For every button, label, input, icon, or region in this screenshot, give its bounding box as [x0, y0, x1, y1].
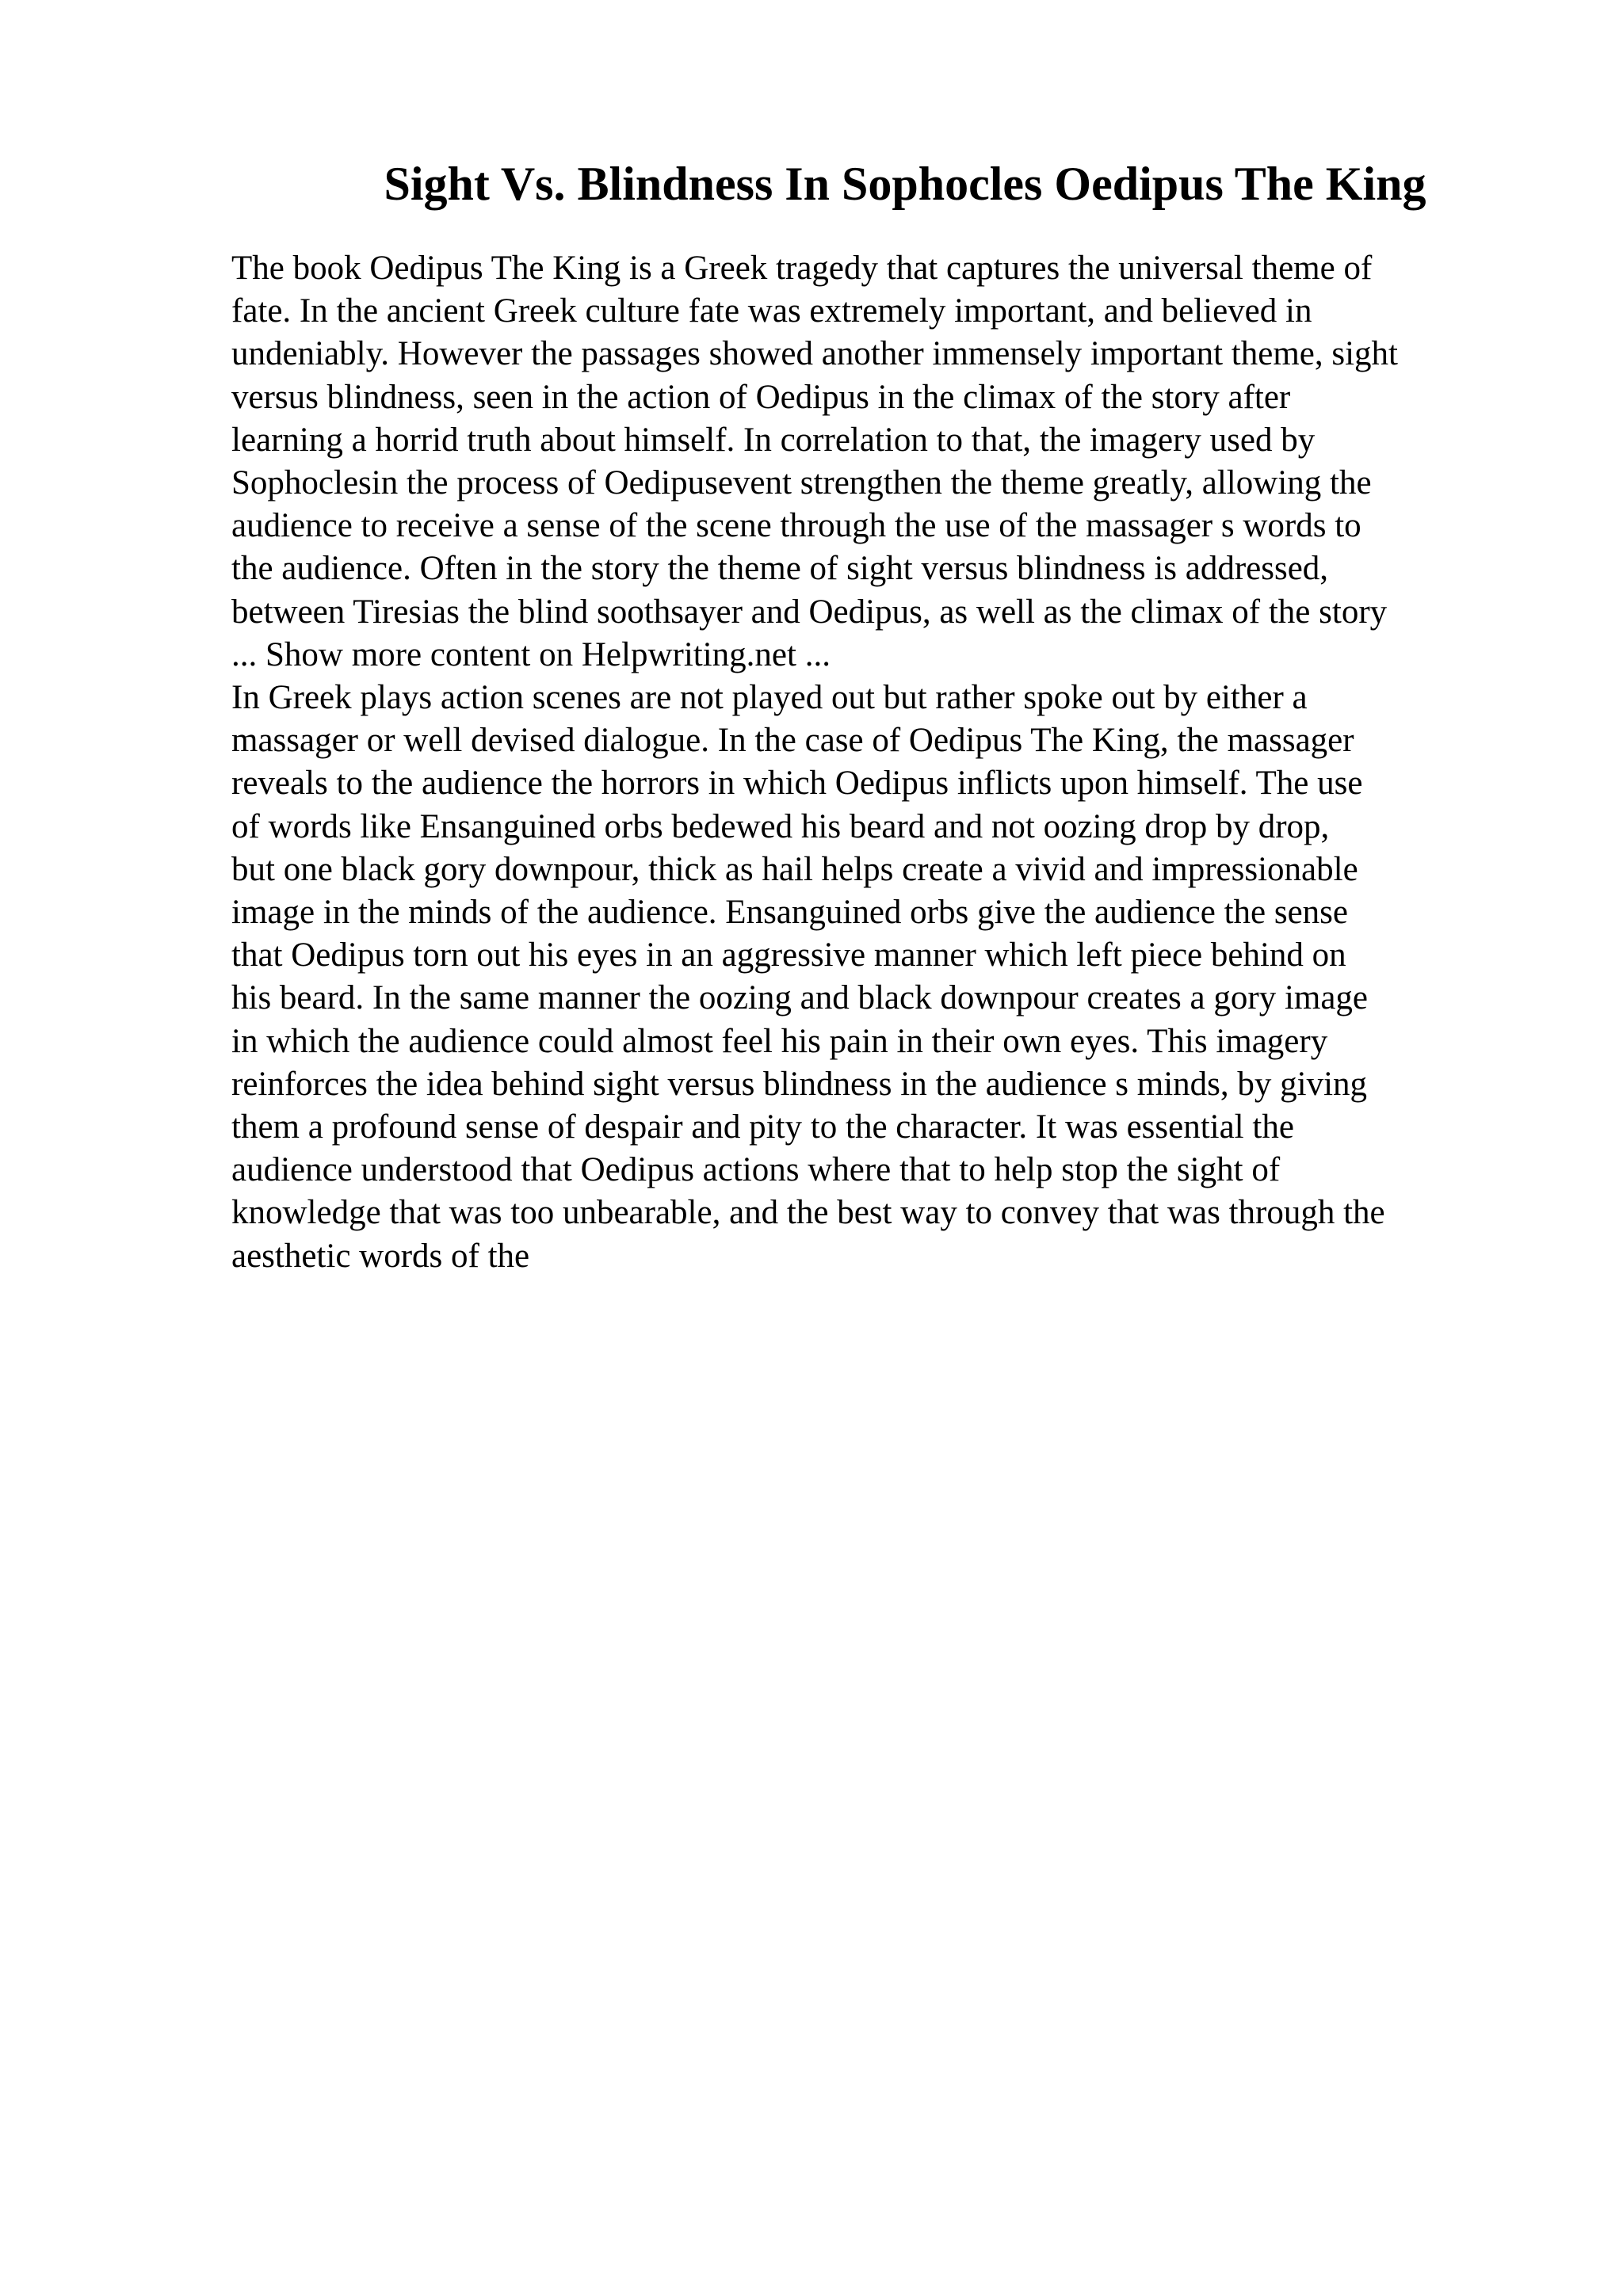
text-line: Sophoclesin the process of Oedipusevent strengthen the theme greatly, allowing the [231, 464, 1372, 502]
text-line: massager or well devised dialogue. In the case of Oedipus The King, the massager [231, 722, 1354, 760]
text-line: fate. In the ancient Greek culture fate was extremely important, and believed in [231, 292, 1312, 330]
text-line: but one black gory downpour, thick as hail helps create a vivid and impressionable [231, 850, 1358, 888]
text-line: that Oedipus torn out his eyes in an aggressive manner which left piece behind on [231, 936, 1346, 974]
text-line: knowledge that was too unbearable, and the best way to convey that was through the [231, 1194, 1385, 1232]
text-line: audience understood that Oedipus actions where that to help stop the sight of [231, 1151, 1281, 1189]
text-line: his beard. In the same manner the oozing and black downpour creates a gory image [231, 979, 1369, 1017]
page-title: Sight Vs. Blindness In Sophocles Oedipus The King [384, 158, 1426, 210]
text-line: The book Oedipus The King is a Greek tragedy that captures the universal theme of [231, 250, 1373, 287]
document-body [231, 247, 1515, 1278]
text-line: In Greek plays action scenes are not played out but rather spoke out by either a [231, 679, 1308, 717]
show-more-line: ... Show more content on Helpwriting.net ... [231, 635, 831, 673]
text-line: undeniably. However the passages showed another immensely important theme, sight [231, 335, 1398, 373]
text-line: reinforces the idea behind sight versus blindness in the audience s minds, by giving [231, 1065, 1368, 1103]
text-line: of words like Ensanguined orbs bedewed his beard and not oozing drop by drop, [231, 807, 1330, 845]
text-line: versus blindness, seen in the action of Oedipus in the climax of the story after [231, 378, 1291, 416]
text-line: audience to receive a sense of the scene through the use of the massager s words to [231, 507, 1361, 545]
text-line: image in the minds of the audience. Ensanguined orbs give the audience the sense [231, 894, 1349, 932]
text-line: learning a horrid truth about himself. In correlation to that, the imagery used by [231, 421, 1316, 459]
text-line: the audience. Often in the story the theme of sight versus blindness is addressed, [231, 550, 1329, 588]
text-line: them a profound sense of despair and pity to the character. It was essential the [231, 1108, 1294, 1146]
text-line: in which the audience could almost feel his pain in their own eyes. This imagery [231, 1022, 1328, 1060]
text-line: between Tiresias the blind soothsayer and Oedipus, as well as the climax of the story [231, 593, 1388, 631]
text-line: reveals to the audience the horrors in which Oedipus inflicts upon himself. The use [231, 765, 1363, 803]
text-line: aesthetic words of the [231, 1237, 530, 1275]
